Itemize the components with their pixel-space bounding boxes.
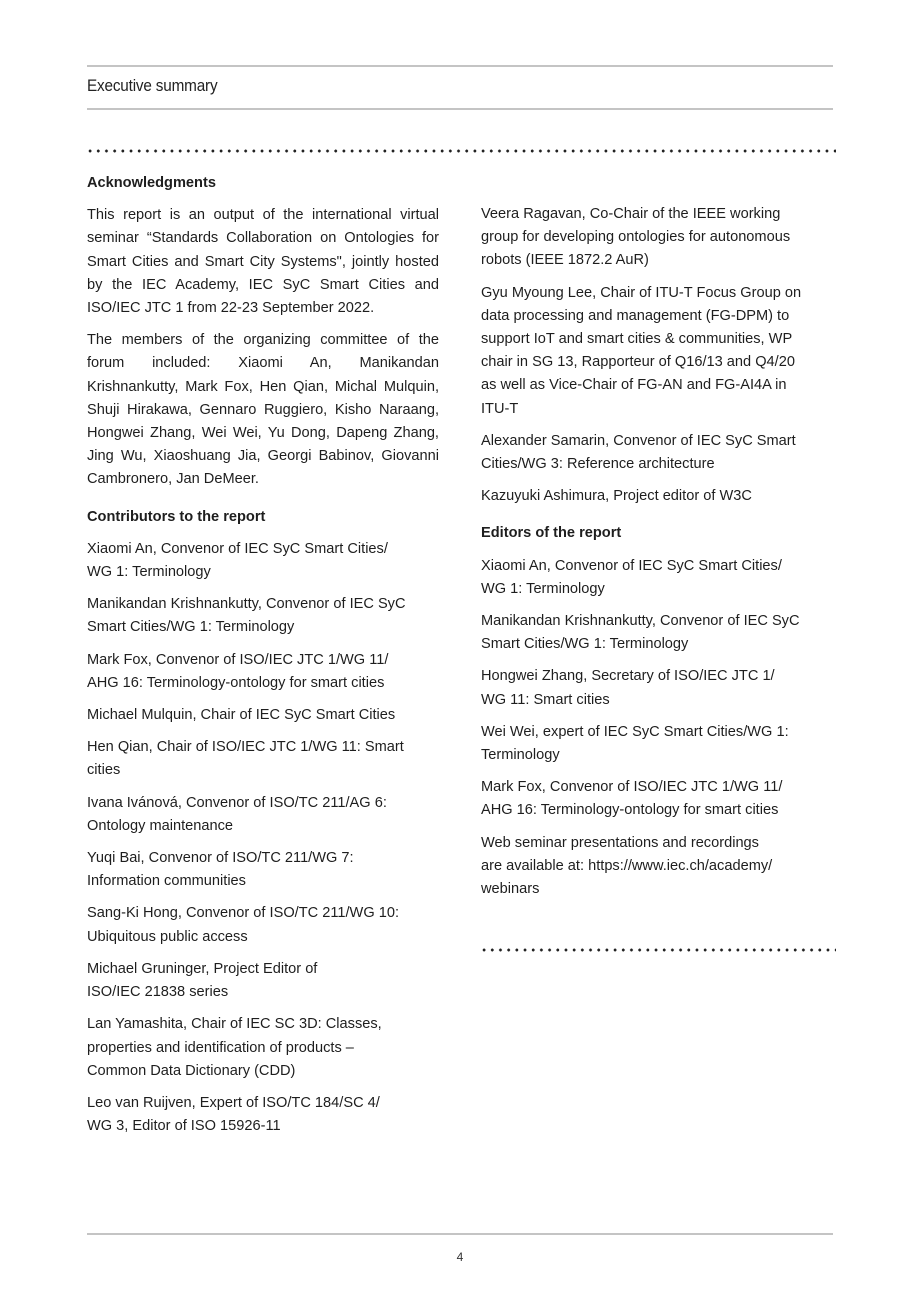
contributor-entry: Ivana Ivánová, Convenor of ISO/TC 211/AG 6: Ontology maintenance (87, 794, 387, 834)
contributors-heading: Contributors to the report (87, 508, 266, 525)
editors-list (481, 555, 833, 823)
header-bottom-rule (87, 108, 833, 110)
contributor-entry: Hen Qian, Chair of ISO/IEC JTC 1/WG 11: Smart cities (87, 739, 404, 779)
editor-entry: Manikandan Krishnankutty, Convenor of IEC SyC Smart Cities/WG 1: Terminology (481, 613, 800, 653)
header-top-rule (87, 65, 833, 67)
contributor-entry: Xiaomi An, Convenor of IEC SyC Smart Cities/ WG 1: Terminology (87, 540, 388, 581)
footer-rule (87, 1233, 833, 1235)
right-column (481, 203, 833, 910)
web-seminar-note: Web seminar presentations and recordings are available at: https://www.iec.ch/academy/ webinars (481, 834, 773, 898)
contributor-entry: Kazuyuki Ashimura, Project editor of W3C (481, 488, 752, 505)
acknowledgments-heading: Acknowledgments (87, 175, 216, 191)
editor-entry: Xiaomi An, Convenor of IEC SyC Smart Cities/ WG 1: Terminology (481, 557, 782, 597)
contributor-entry: Manikandan Krishnankutty, Convenor of IEC SyC Smart Cities/WG 1: Terminology (87, 596, 406, 636)
contributor-entry: Michael Mulquin, Chair of IEC SyC Smart Cities (87, 707, 396, 724)
contributor-entry: Michael Gruninger, Project Editor of ISO/IEC 21838 series (87, 960, 318, 1001)
left-column (87, 172, 439, 1147)
organizing-committee-paragraph: The members of the organizing committee of the forum included: Xiaomi An, Manikandan Krishnankutty, Mark Fox, Hen Qian, Michal Mulquin, Shuji Hirakawa, Gennaro Ruggiero, Kisho Naraang, Hongwei Zhang, Wei Wei, Yu Dong, Dapeng Zhang, Jing Wu, Xiaoshuang Jia, Georgi Babinov, Giovanni Cambronero, Jan DeMeer. (87, 332, 439, 488)
dotted-divider-top (86, 148, 836, 154)
contributor-entry: Lan Yamashita, Chair of IEC SC 3D: Classes, properties and identification of products – Common Data Dictionary (CDD) (87, 1016, 382, 1079)
contributor-entry: Leo van Ruijven, Expert of ISO/TC 184/SC 4/ WG 3, Editor of ISO 15926-11 (87, 1094, 380, 1135)
dotted-divider-right (480, 947, 836, 953)
contributor-entry: Sang-Ki Hong, Convenor of ISO/TC 211/WG 10: Ubiquitous public access (87, 905, 400, 945)
editor-entry: Wei Wei, expert of IEC SyC Smart Cities/WG 1: Terminology (481, 723, 789, 764)
editor-entry: Mark Fox, Convenor of ISO/IEC JTC 1/WG 11/ AHG 16: Terminology-ontology for smart cities (481, 779, 783, 819)
section-title: Executive summary (87, 76, 218, 95)
contributor-entry: Veera Ragavan, Co-Chair of the IEEE working group for developing ontologies for autonomous robots (IEEE 1872.2 AuR) (481, 206, 791, 269)
editor-entry: Hongwei Zhang, Secretary of ISO/IEC JTC 1/ WG 11: Smart cities (481, 668, 775, 708)
page-number: 4 (456, 1250, 464, 1264)
contributor-entry: Mark Fox, Convenor of ISO/IEC JTC 1/WG 11/ AHG 16: Terminology-ontology for smart cities (87, 651, 389, 691)
acknowledgments-paragraph: This report is an output of the international virtual seminar “Standards Collaboration on Ontologies for Smart Cities and Smart City Systems", jointly hosted by the IEC Academy, IEC SyC Smart Cities and ISO/IEC JTC 1 from 22-23 September 2022. (87, 207, 439, 317)
contributors-list-right (481, 203, 833, 508)
contributor-entry: Alexander Samarin, Convenor of IEC SyC Smart Cities/WG 3: Reference architecture (481, 432, 796, 473)
contributor-entry: Gyu Myoung Lee, Chair of ITU-T Focus Group on data processing and management (FG-DPM) to support IoT and smart cities & communities, WP chair in SG 13, Rapporteur of Q16/13 and Q4/20 as well as Vice-Chair of FG-AN and FG-AI4A in ITU-T (481, 284, 802, 417)
editors-heading: Editors of the report (481, 525, 622, 542)
contributors-list-left (87, 538, 439, 1138)
contributor-entry: Yuqi Bai, Convenor of ISO/TC 211/WG 7: Information communities (87, 850, 354, 890)
